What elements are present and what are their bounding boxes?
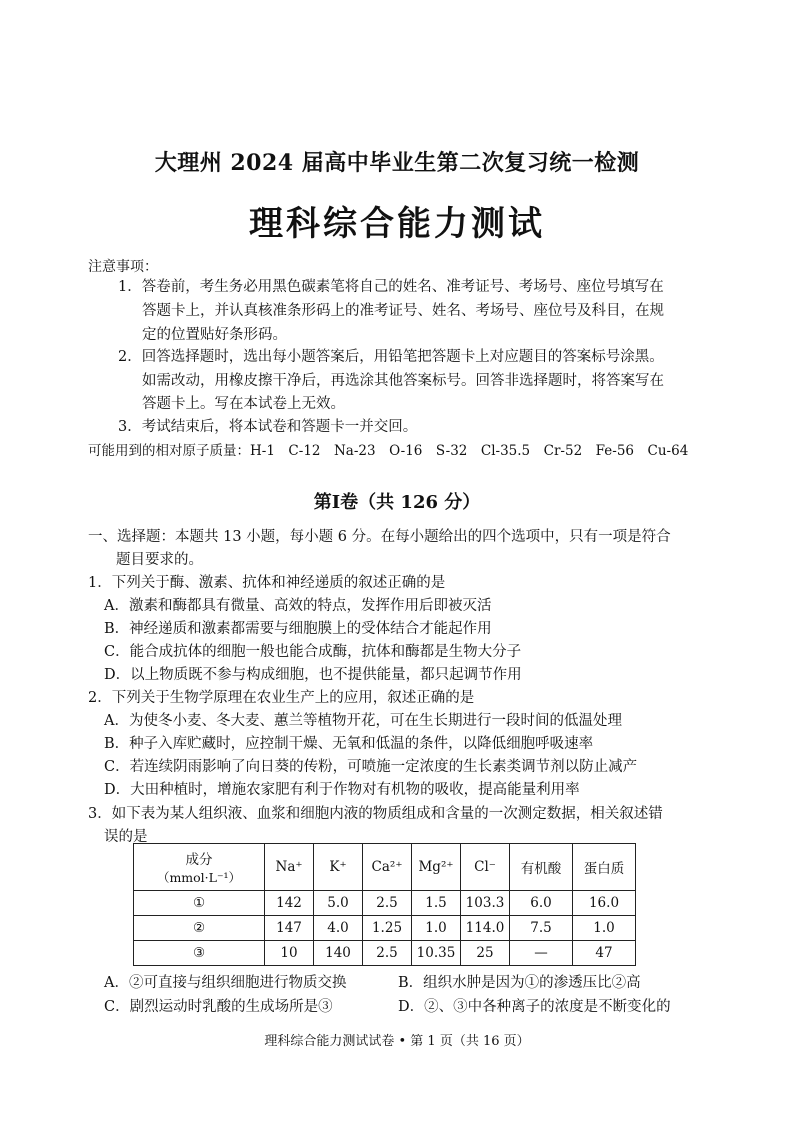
table-cell: 140 — [314, 941, 363, 966]
table-cell: 142 — [265, 891, 314, 916]
table-cell: 1.25 — [363, 916, 412, 941]
question-option: C．能合成抗体的细胞一般也能合成酶，抗体和酶都是生物大分子 — [104, 644, 522, 660]
question-option: D．②、③中各种离子的浓度是不断变化的 — [398, 999, 671, 1015]
table-row — [134, 941, 636, 966]
header-label: 成分 — [185, 852, 213, 868]
table-row — [134, 891, 636, 916]
subject-title: 理科综合能力测试 — [249, 204, 545, 244]
question-option: A．为使冬小麦、冬大麦、蕙兰等植物开花，可在生长期进行一段时间的低温处理 — [104, 713, 622, 729]
table-cell: 2.5 — [363, 891, 412, 916]
table-cell: 10.35 — [412, 941, 461, 966]
table-cell: 1.5 — [412, 891, 461, 916]
notice-line: 定的位置贴好条形码。 — [142, 327, 287, 343]
question-stem: 2．下列关于生物学原理在农业生产上的应用，叙述正确的是 — [88, 690, 475, 706]
section-title: 第Ⅰ卷（共 126 分） — [313, 492, 481, 513]
table-header-row — [134, 844, 636, 891]
notice-line: 2．回答选择题时，选出每小题答案后，用铅笔把答题卡上对应题目的答案标号涂黑。 — [118, 349, 664, 365]
table-header-cell: K⁺ — [314, 844, 363, 891]
question-option: B．种子入库贮藏时，应控制干燥、无氧和低温的条件，以降低细胞呼吸速率 — [104, 736, 594, 752]
table-header-cell: Cl⁻ — [461, 844, 510, 891]
section-intro: 一、选择题：本题共 13 小题，每小题 6 分。在每小题给出的四个选项中，只有一项是符合 — [88, 529, 671, 545]
question-stem: 3．如下表为某人组织液、血浆和细胞内液的物质组成和含量的一次测定数据，相关叙述错 — [88, 806, 663, 822]
atomic-masses: 可能用到的相对原子质量：H-1 C-12 Na-23 O-16 S-32 Cl-35.5 Cr-52 Fe-56 Cu-64 — [88, 443, 689, 459]
header-unit: （mmol·L⁻¹） — [156, 870, 242, 885]
table-cell: 2.5 — [363, 941, 412, 966]
question-option: B．神经递质和激素都需要与细胞膜上的受体结合才能起作用 — [104, 621, 492, 637]
page-footer: 理科综合能力测试试卷 • 第 1 页（共 16 页） — [264, 1034, 530, 1049]
notice-line: 1．答卷前，考生务必用黑色碳素笔将自己的姓名、准考证号、考场号、座位号填写在 — [118, 279, 664, 295]
table-cell: 47 — [573, 941, 636, 966]
question-option: A．激素和酶都具有微量、高效的特点，发挥作用后即被灭活 — [104, 598, 492, 614]
table-cell: — — [510, 941, 573, 966]
table-cell: 7.5 — [510, 916, 573, 941]
table-header-cell — [134, 844, 265, 891]
question-stem: 误的是 — [104, 829, 148, 845]
table-cell: ② — [134, 916, 265, 941]
table-cell: 1.0 — [412, 916, 461, 941]
table-cell: 114.0 — [461, 916, 510, 941]
table-header-cell: Na⁺ — [265, 844, 314, 891]
question-option: B．组织水肿是因为①的渗透压比②高 — [398, 975, 641, 991]
question-option: A．②可直接与组织细胞进行物质交换 — [104, 975, 347, 991]
table-row — [134, 916, 636, 941]
table-cell: 16.0 — [573, 891, 636, 916]
table-cell: 147 — [265, 916, 314, 941]
table-cell: 1.0 — [573, 916, 636, 941]
notice-line: 答题卡上，并认真核准条形码上的准考证号、姓名、考场号、座位号及科目，在规 — [142, 303, 664, 319]
table-cell: ① — [134, 891, 265, 916]
question-option: C．若连续阴雨影响了向日葵的传粉，可喷施一定浓度的生长素类调节剂以防止减产 — [104, 759, 638, 775]
question-option: D．大田种植时，增施农家肥有利于作物对有机物的吸收，提高能量利用率 — [104, 782, 580, 798]
table-cell: 10 — [265, 941, 314, 966]
exam-title: 大理州 2024 届高中毕业生第二次复习统一检测 — [154, 150, 640, 176]
table-cell: 5.0 — [314, 891, 363, 916]
table-cell: ③ — [134, 941, 265, 966]
notice-line: 3．考试结束后，将本试卷和答题卡一并交回。 — [118, 419, 418, 435]
table-cell: 6.0 — [510, 891, 573, 916]
table-header-cell: 有机酸 — [510, 844, 573, 891]
section-intro: 题目要求的。 — [116, 552, 203, 568]
composition-table — [133, 843, 636, 966]
table-cell: 103.3 — [461, 891, 510, 916]
question-stem: 1．下列关于酶、激素、抗体和神经递质的叙述正确的是 — [88, 575, 446, 591]
notice-line: 答题卡上。写在本试卷上无效。 — [142, 396, 345, 412]
table-header-cell: 蛋白质 — [573, 844, 636, 891]
table-cell: 4.0 — [314, 916, 363, 941]
table-header-cell: Ca²⁺ — [363, 844, 412, 891]
question-option: C．剧烈运动时乳酸的生成场所是③ — [104, 999, 333, 1015]
table-header-cell: Mg²⁺ — [412, 844, 461, 891]
question-option: D．以上物质既不参与构成细胞，也不提供能量，都只起调节作用 — [104, 667, 522, 683]
notice-line: 如需改动，用橡皮擦干净后，再选涂其他答案标号。回答非选择题时，将答案写在 — [142, 373, 664, 389]
notice-heading: 注意事项： — [88, 259, 158, 275]
table-cell: 25 — [461, 941, 510, 966]
